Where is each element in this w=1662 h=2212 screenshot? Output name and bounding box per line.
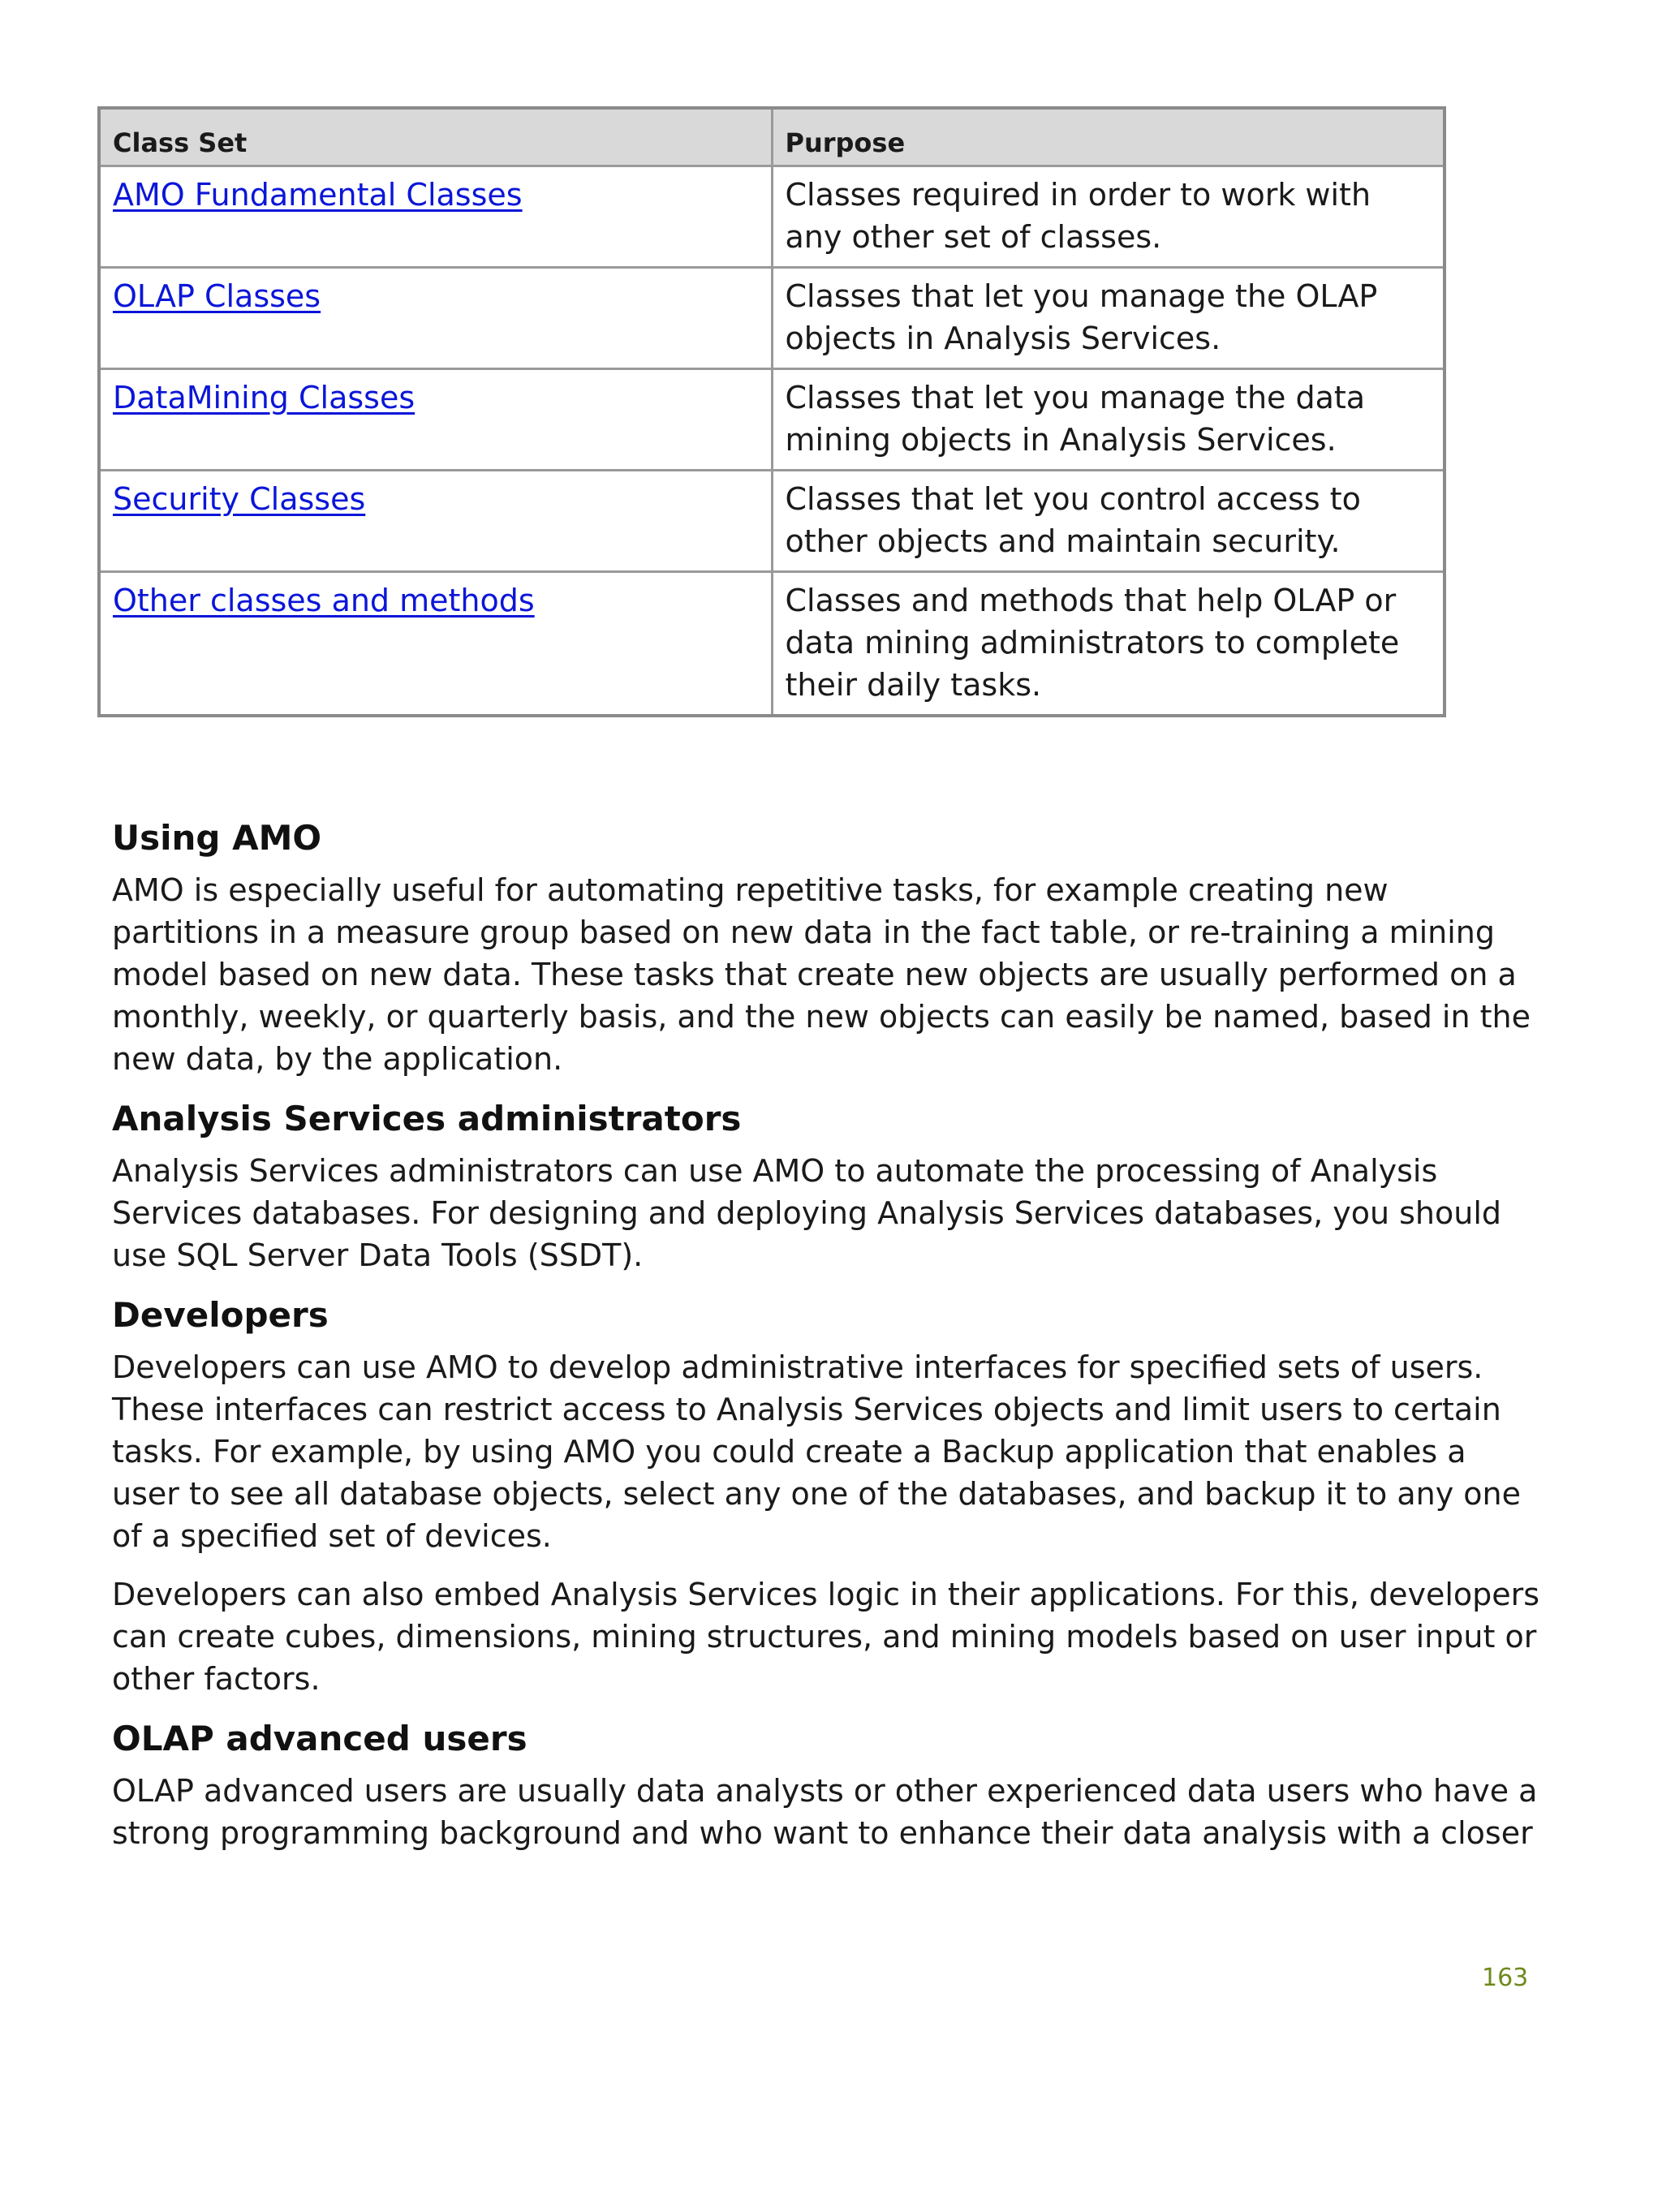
section-heading-administrators: Analysis Services administrators <box>112 1099 742 1138</box>
purpose-cell: Classes that let you manage the data mining objects in Analysis Services. <box>772 369 1445 471</box>
purpose-cell: Classes that let you manage the OLAP objects in Analysis Services. <box>772 268 1445 369</box>
table-row <box>99 471 1445 572</box>
paragraph: Developers can also embed Analysis Services logic in their applications. For this, developers can create cubes, dimensions, mining structures, and mining models based on user input or other factors. <box>112 1577 1540 1697</box>
column-header-class-set: Class Set <box>99 108 772 166</box>
amo-fundamental-classes-link[interactable]: AMO Fundamental Classes <box>113 177 523 213</box>
datamining-classes-link[interactable]: DataMining Classes <box>113 380 416 415</box>
class-set-cell <box>99 471 772 572</box>
section-heading-using-amo: Using AMO <box>112 818 322 858</box>
table-row <box>99 572 1445 717</box>
body-content <box>112 816 1540 1870</box>
purpose-cell: Classes that let you control access to other objects and maintain security. <box>772 471 1445 572</box>
paragraph: OLAP advanced users are usually data analysts or other experienced data users who have a strong programming background and who want to enhance their data analysis with a closer <box>112 1773 1538 1851</box>
page-number: 163 <box>1482 1964 1529 1992</box>
purpose-cell: Classes required in order to work with any other set of classes. <box>772 166 1445 268</box>
section-heading-olap-advanced-users: OLAP advanced users <box>112 1719 527 1758</box>
purpose-cell: Classes and methods that help OLAP or data mining administrators to complete their daily tasks. <box>772 572 1445 717</box>
class-set-cell <box>99 369 772 471</box>
olap-classes-link[interactable]: OLAP Classes <box>113 278 321 314</box>
other-classes-and-methods-link[interactable]: Other classes and methods <box>113 583 535 618</box>
class-set-cell <box>99 166 772 268</box>
column-header-purpose: Purpose <box>772 108 1445 166</box>
class-set-table <box>97 106 1446 717</box>
paragraph: Analysis Services administrators can use AMO to automate the processing of Analysis Services databases. For designing and deploying Analysis Services databases, you should use SQL Server Data Tools (SSDT). <box>112 1153 1502 1273</box>
section-heading-developers: Developers <box>112 1295 329 1335</box>
table-header-row <box>99 108 1445 166</box>
paragraph: Developers can use AMO to develop administrative interfaces for specified sets of users. These interfaces can restrict access to Analysis Services objects and limit users to certain tasks. For example, by using AMO you could create a Backup application that enables a user to see all database objects, select any one of the databases, and backup it to any one of a specified set of devices. <box>112 1349 1522 1554</box>
paragraph: AMO is especially useful for automating repetitive tasks, for example creating new partitions in a measure group based on new data in the fact table, or re-training a mining model based on new data. These tasks that create new objects are usually performed on a monthly, weekly, or quarterly basis, and the new objects can easily be named, based in the new data, by the application. <box>112 872 1531 1077</box>
table-row <box>99 369 1445 471</box>
security-classes-link[interactable]: Security Classes <box>113 481 366 517</box>
class-set-cell <box>99 268 772 369</box>
table-row <box>99 166 1445 268</box>
class-set-cell <box>99 572 772 717</box>
table-row <box>99 268 1445 369</box>
